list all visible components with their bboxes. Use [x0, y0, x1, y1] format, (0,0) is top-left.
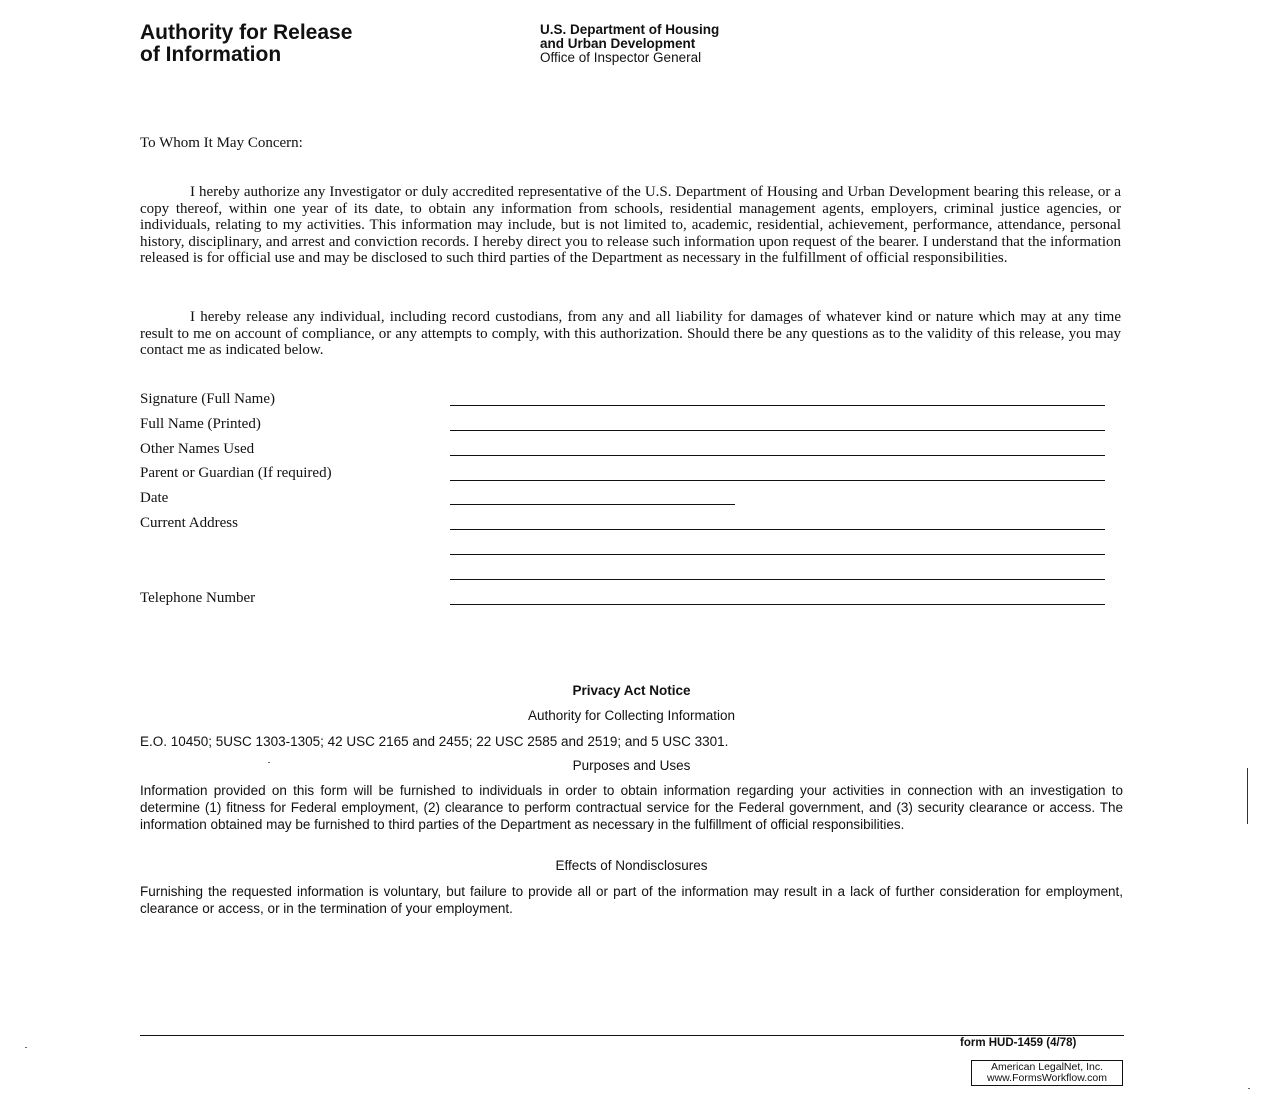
- agency-block: [540, 23, 719, 65]
- scan-speck: [268, 762, 270, 763]
- publisher-url: www.FormsWorkflow.com: [987, 1072, 1107, 1084]
- purposes-text-block: [140, 782, 1123, 833]
- full-name-line[interactable]: [450, 430, 1105, 431]
- address-line-3[interactable]: [450, 579, 1105, 580]
- authorization-text: I hereby authorize any Investigator or duly accredited representative of the U.S. Department of Housing and Urban Development bearing this release, or a copy thereof, within one year of its date, to obtain any information from schools, residential management agents, employers, criminal justice agencies, or individuals, relating to my activities. This information may include, but is not limited to, academic, residential, achievement, performance, attendance, personal history, disciplinary, and arrest and conviction records. I hereby direct you to release such information upon request of the bearer. I understand that the information released is for official use and may be disclosed to such third parties of the Department as necessary in the fulfillment of official responsibilities.: [140, 184, 1121, 267]
- authorization-paragraph: [140, 184, 1121, 267]
- authority-heading: Authority for Collecting Information: [527, 708, 736, 723]
- full-name-label: Full Name (Printed): [140, 416, 261, 432]
- publisher-name: American LegalNet, Inc.: [990, 1061, 1104, 1073]
- address-line-2[interactable]: [450, 554, 1105, 555]
- authority-text-block: [140, 733, 1123, 750]
- agency-office: Office of Inspector General: [540, 50, 702, 65]
- signature-line[interactable]: [450, 405, 1105, 406]
- purposes-text: Information provided on this form will be furnished to individuals in order to obtain information regarding your activities in connection with an investigation to determine (1) fitness for Federal employment, (2) clearance to perform contractual service for the Federal government, and (3) security clearance or access. The information obtained may be furnished to third parties of the Department as necessary in the fulfillment of official responsibilities.: [140, 783, 1123, 832]
- effects-heading: Effects of Nondisclosures: [555, 858, 708, 873]
- release-text: I hereby release any individual, including record custodians, from any and all liability for damages of whatever kind or nature which may at any time result to me on account of compliance, or any attempts to comply, with this authorization. Should there be any questions as to the validity of this release, you may contact me as indicated below.: [140, 309, 1121, 359]
- form-title-line1: Authority for Release: [140, 21, 353, 44]
- parent-guardian-label: Parent or Guardian (If required): [140, 465, 332, 481]
- telephone-line[interactable]: [450, 604, 1105, 605]
- scan-speck: [25, 1047, 27, 1048]
- other-names-line[interactable]: [450, 455, 1105, 456]
- purposes-heading: Purposes and Uses: [572, 758, 691, 773]
- release-paragraph: [140, 309, 1121, 359]
- scan-edge-mark: [1247, 768, 1248, 824]
- form-number: form HUD-1459 (4/78): [960, 1037, 1077, 1049]
- authority-text: E.O. 10450; 5USC 1303-1305; 42 USC 2165 and 2455; 22 USC 2585 and 2519; and 5 USC 3301.: [140, 734, 729, 749]
- salutation: To Whom It May Concern:: [140, 135, 303, 151]
- telephone-label: Telephone Number: [140, 590, 256, 606]
- publisher-box: [971, 1060, 1123, 1086]
- form-title: [140, 22, 352, 66]
- agency-name-line2: and Urban Development: [540, 36, 696, 51]
- agency-name-line1: U.S. Department of Housing: [540, 22, 720, 37]
- date-label: Date: [140, 490, 169, 506]
- footer-rule: [140, 1035, 1124, 1036]
- other-names-label: Other Names Used: [140, 441, 255, 457]
- form-title-line2: of Information: [140, 43, 282, 66]
- signature-label: Signature (Full Name): [140, 391, 275, 407]
- privacy-act-title: Privacy Act Notice: [572, 683, 691, 698]
- date-line[interactable]: [450, 504, 735, 505]
- parent-guardian-line[interactable]: [450, 480, 1105, 481]
- current-address-label: Current Address: [140, 515, 238, 531]
- effects-text-block: [140, 883, 1123, 917]
- effects-text: Furnishing the requested information is voluntary, but failure to provide all or part of the information may result in a lack of further consideration for employment, clearance or access, or in the termination of your employment.: [140, 884, 1123, 916]
- address-line-1[interactable]: [450, 529, 1105, 530]
- scan-speck: [1248, 1088, 1250, 1089]
